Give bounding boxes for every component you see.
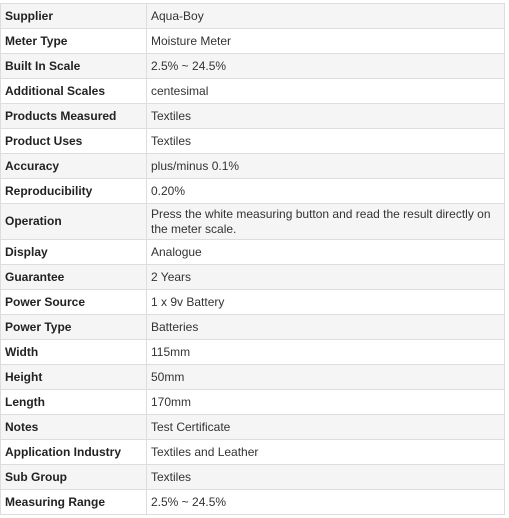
spec-label: Width (1, 340, 147, 365)
spec-value: Textiles (147, 104, 505, 129)
spec-label: Power Source (1, 290, 147, 315)
spec-row-reproducibility (1, 179, 505, 204)
spec-label: Length (1, 390, 147, 415)
spec-label: Measuring Range (1, 490, 147, 515)
spec-row-product-uses (1, 129, 505, 154)
spec-value: 50mm (147, 365, 505, 390)
spec-value: Textiles (147, 465, 505, 490)
spec-row-power-type (1, 315, 505, 340)
spec-label: Built In Scale (1, 54, 147, 79)
spec-value: Test Certificate (147, 415, 505, 440)
spec-row-width (1, 340, 505, 365)
spec-label: Operation (1, 204, 147, 240)
spec-row-measuring-range (1, 490, 505, 515)
spec-label: Guarantee (1, 265, 147, 290)
spec-label: Power Type (1, 315, 147, 340)
spec-row-height (1, 365, 505, 390)
spec-value: Batteries (147, 315, 505, 340)
spec-row-sub-group (1, 465, 505, 490)
spec-row-products-measured (1, 104, 505, 129)
spec-value: 170mm (147, 390, 505, 415)
spec-value: 115mm (147, 340, 505, 365)
spec-value: 2 Years (147, 265, 505, 290)
spec-label: Additional Scales (1, 79, 147, 104)
spec-value: Analogue (147, 240, 505, 265)
spec-row-meter-type (1, 29, 505, 54)
spec-label: Notes (1, 415, 147, 440)
spec-value: 0.20% (147, 179, 505, 204)
spec-label: Accuracy (1, 154, 147, 179)
spec-row-built-in-scale (1, 54, 505, 79)
spec-row-supplier (1, 4, 505, 29)
spec-label: Product Uses (1, 129, 147, 154)
spec-label: Sub Group (1, 465, 147, 490)
spec-label: Application Industry (1, 440, 147, 465)
spec-value: Moisture Meter (147, 29, 505, 54)
spec-label: Meter Type (1, 29, 147, 54)
spec-label: Display (1, 240, 147, 265)
spec-value: Aqua-Boy (147, 4, 505, 29)
spec-row-display (1, 240, 505, 265)
spec-value: 2.5% ~ 24.5% (147, 490, 505, 515)
spec-row-operation (1, 204, 505, 240)
spec-value: centesimal (147, 79, 505, 104)
spec-row-accuracy (1, 154, 505, 179)
spec-value: 1 x 9v Battery (147, 290, 505, 315)
spec-value: Press the white measuring button and read the result directly on the meter scale. (147, 204, 505, 240)
spec-value: Textiles and Leather (147, 440, 505, 465)
spec-label: Products Measured (1, 104, 147, 129)
spec-table (0, 3, 505, 515)
spec-label: Reproducibility (1, 179, 147, 204)
spec-value: plus/minus 0.1% (147, 154, 505, 179)
spec-row-application-industry (1, 440, 505, 465)
spec-label: Supplier (1, 4, 147, 29)
spec-row-power-source (1, 290, 505, 315)
spec-row-guarantee (1, 265, 505, 290)
spec-row-additional-scales (1, 79, 505, 104)
spec-value: 2.5% ~ 24.5% (147, 54, 505, 79)
spec-label: Height (1, 365, 147, 390)
spec-row-length (1, 390, 505, 415)
spec-value: Textiles (147, 129, 505, 154)
spec-row-notes (1, 415, 505, 440)
